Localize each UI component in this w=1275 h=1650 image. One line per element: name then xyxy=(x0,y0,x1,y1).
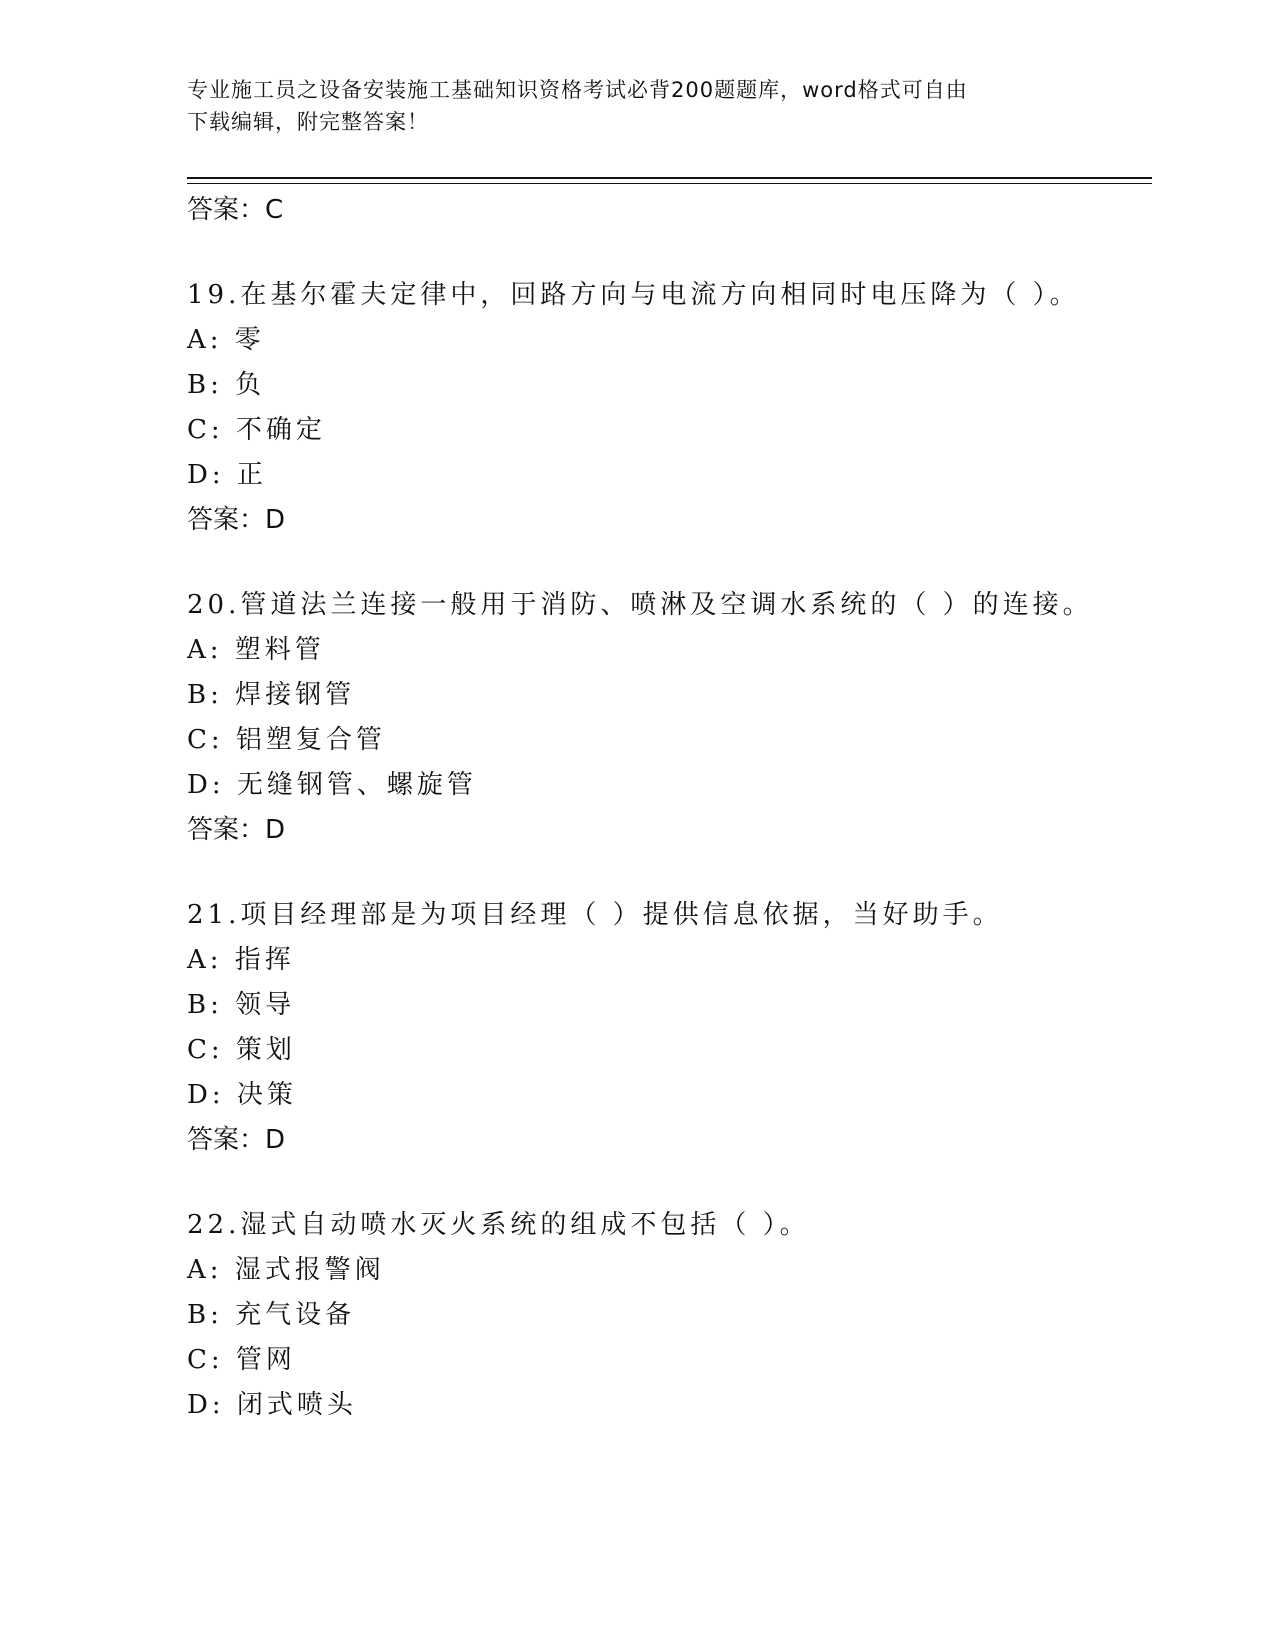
question-21 xyxy=(187,893,1152,1163)
answer-line: 答案：D xyxy=(187,815,286,845)
option-d: D: 无缝钢管、螺旋管 xyxy=(187,770,477,800)
previous-answer: 答案：C xyxy=(187,195,284,225)
option-c: C: 策划 xyxy=(187,1035,296,1065)
option-a: A: 零 xyxy=(187,325,265,355)
question-stem: 22.湿式自动喷水灭火系统的组成不包括（ ）。 xyxy=(187,1210,810,1240)
question-22 xyxy=(187,1203,1152,1428)
option-b: B: 焊接钢管 xyxy=(187,680,356,710)
header-line-1: 专业施工员之设备安装施工基础知识资格考试必背200题题库，word格式可自由 xyxy=(187,78,968,102)
question-stem: 21.项目经理部是为项目经理（ ）提供信息依据，当好助手。 xyxy=(187,900,1003,930)
option-a: A: 湿式报警阀 xyxy=(187,1255,385,1285)
option-b: B: 领导 xyxy=(187,990,296,1020)
question-list xyxy=(187,188,1152,1428)
option-c: C: 不确定 xyxy=(187,415,326,445)
option-c: C: 铝塑复合管 xyxy=(187,725,386,755)
option-a: A: 指挥 xyxy=(187,945,295,975)
option-d: D: 正 xyxy=(187,460,267,490)
header-divider-thin xyxy=(187,183,1152,184)
header-line-2: 下载编辑，附完整答案！ xyxy=(187,110,429,134)
question-19 xyxy=(187,273,1152,543)
option-d: D: 决策 xyxy=(187,1080,297,1110)
option-c: C: 管网 xyxy=(187,1345,296,1375)
option-b: B: 充气设备 xyxy=(187,1300,356,1330)
option-a: A: 塑料管 xyxy=(187,635,325,665)
header-divider-thick xyxy=(187,177,1152,179)
question-20 xyxy=(187,583,1152,853)
question-stem: 19.在基尔霍夫定律中，回路方向与电流方向相同时电压降为（ ）。 xyxy=(187,280,1080,310)
option-d: D: 闭式喷头 xyxy=(187,1390,357,1420)
document-header xyxy=(187,74,1087,138)
answer-line: 答案：D xyxy=(187,505,286,535)
option-b: B: 负 xyxy=(187,370,266,400)
question-stem: 20.管道法兰连接一般用于消防、喷淋及空调水系统的（ ）的连接。 xyxy=(187,590,1093,620)
answer-line: 答案：D xyxy=(187,1125,286,1155)
